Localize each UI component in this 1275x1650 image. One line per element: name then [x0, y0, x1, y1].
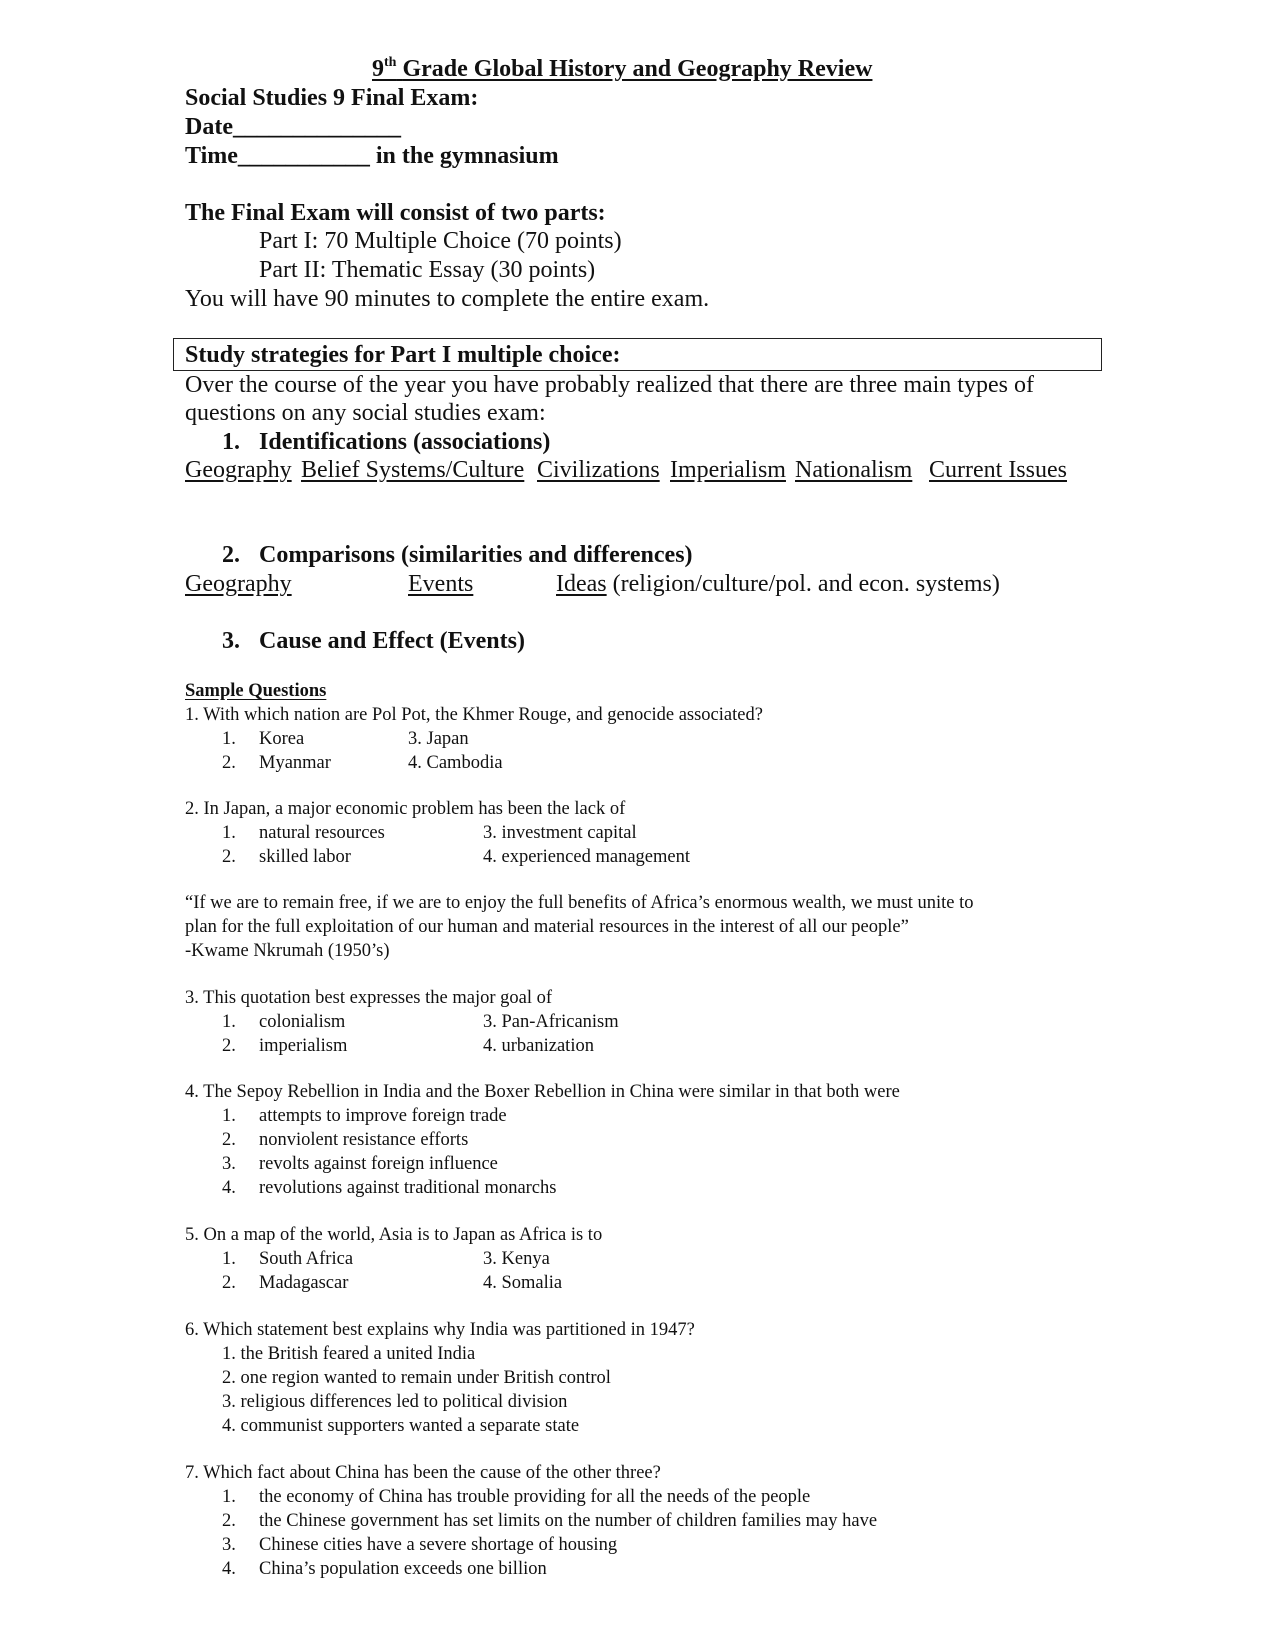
q2-option-text: skilled labor [259, 847, 351, 867]
q4-option-text: revolts against foreign influence [259, 1154, 498, 1174]
q1-option-num: 4. [408, 753, 422, 773]
q2-option-text [483, 822, 637, 845]
q5-option-num: 4. [483, 1273, 497, 1293]
q3-option-text: colonialism [259, 1012, 346, 1032]
type-one-number: 1. [222, 429, 240, 455]
nkrumah-quote-line-2: plan for the full exploitation of our human and material resources in the interest of all our people” [185, 917, 909, 937]
parts-heading: The Final Exam will consist of two parts: [185, 200, 606, 226]
type-three-label: Cause and Effect (Events) [259, 628, 525, 654]
sample-questions-heading: Sample Questions [185, 681, 327, 701]
q5-option-label: Kenya [501, 1249, 550, 1269]
q1-option-text: Myanmar [259, 753, 331, 773]
q1-option-text [408, 728, 469, 751]
q1-option-label: Cambodia [426, 753, 503, 773]
date-line: Date______________ [185, 114, 401, 140]
q7-option-num: 4. [222, 1559, 236, 1579]
q7-option-text: Chinese cities have a severe shortage of housing [259, 1535, 618, 1555]
q6-option: 3. religious differences led to political division [222, 1392, 568, 1412]
q4-option-text: revolutions against traditional monarchs [259, 1178, 557, 1198]
q3-option-num: 3. [483, 1012, 497, 1032]
q4-option-text: nonviolent resistance efforts [259, 1130, 469, 1150]
q7-option-text: the economy of China has trouble providing for all the needs of the people [259, 1487, 811, 1507]
comparison-ideas-detail: (religion/culture/pol. and econ. systems) [606, 571, 1000, 597]
q7-option-num: 2. [222, 1511, 236, 1531]
topic-imperialism: Imperialism [670, 457, 786, 483]
q1-option-num: 3. [408, 729, 422, 749]
q2-option-text: natural resources [259, 823, 385, 843]
q6-option: 2. one region wanted to remain under British control [222, 1368, 611, 1388]
question-3: 3. This quotation best expresses the major goal of [185, 988, 553, 1008]
question-1: 1. With which nation are Pol Pot, the Khmer Rouge, and genocide associated? [185, 705, 763, 725]
q1-option-num: 1. [222, 729, 236, 749]
q3-option-text [483, 1011, 619, 1034]
topic-current-issues: Current Issues [929, 457, 1067, 483]
q1-option-num: 2. [222, 753, 236, 773]
strategies-heading: Study strategies for Part I multiple choice: [185, 342, 621, 368]
q5-option-text: South Africa [259, 1249, 354, 1269]
q5-option-label: Somalia [501, 1273, 563, 1293]
document-title: 9th Grade Global History and Geography Review [372, 55, 873, 82]
q4-option-num: 3. [222, 1154, 236, 1174]
q2-option-text [483, 846, 690, 869]
part-two-line: Part II: Thematic Essay (30 points) [259, 257, 596, 283]
q7-option-text: China’s population exceeds one billion [259, 1559, 547, 1579]
topic-nationalism: Nationalism [795, 457, 913, 483]
q6-option: 1. the British feared a united India [222, 1344, 476, 1364]
q2-option-num: 1. [222, 823, 236, 843]
q5-option-num: 3. [483, 1249, 497, 1269]
topic-civilizations: Civilizations [537, 457, 660, 483]
q3-option-label: Pan-Africanism [501, 1012, 619, 1032]
q6-option: 4. communist supporters wanted a separate state [222, 1416, 580, 1436]
q5-option-text [483, 1248, 550, 1271]
question-6: 6. Which statement best explains why India was partitioned in 1947? [185, 1320, 695, 1340]
q1-option-text: Korea [259, 729, 305, 749]
type-two-label: Comparisons (similarities and differences) [259, 542, 693, 568]
q5-option-text: Madagascar [259, 1273, 349, 1293]
exam-line: Social Studies 9 Final Exam: [185, 85, 479, 111]
q7-option-text: the Chinese government has set limits on the number of children families may have [259, 1511, 878, 1531]
quote-attribution: -Kwame Nkrumah (1950’s) [185, 941, 390, 961]
q2-option-num: 4. [483, 847, 497, 867]
q3-option-label: urbanization [501, 1036, 594, 1056]
q2-option-num: 3. [483, 823, 497, 843]
q3-option-num: 4. [483, 1036, 497, 1056]
type-one-label: Identifications (associations) [259, 429, 551, 455]
q3-option-num: 2. [222, 1036, 236, 1056]
q7-option-num: 1. [222, 1487, 236, 1507]
topic-geography: Geography [185, 457, 292, 483]
q1-option-text [408, 752, 503, 775]
question-2: 2. In Japan, a major economic problem has been the lack of [185, 799, 626, 819]
part-one-line: Part I: 70 Multiple Choice (70 points) [259, 228, 622, 254]
q4-option-num: 2. [222, 1130, 236, 1150]
q2-option-label: experienced management [501, 847, 690, 867]
nkrumah-quote-line-1: “If we are to remain free, if we are to enjoy the full benefits of Africa’s enormous wealth, we must unite to [185, 893, 974, 913]
q5-option-num: 2. [222, 1273, 236, 1293]
comparison-ideas-word: Ideas [556, 571, 607, 597]
q2-option-num: 2. [222, 847, 236, 867]
q5-option-text [483, 1272, 562, 1295]
q2-option-label: investment capital [501, 823, 637, 843]
strategies-intro-line-1: Over the course of the year you have probably realized that there are three main types of [185, 372, 1034, 398]
time-line: Time___________ in the gymnasium [185, 143, 559, 169]
q3-option-text [483, 1035, 594, 1058]
q1-option-label: Japan [426, 729, 469, 749]
question-5: 5. On a map of the world, Asia is to Japan as Africa is to [185, 1225, 603, 1245]
comparison-geography: Geography [185, 571, 292, 597]
minutes-line: You will have 90 minutes to complete the entire exam. [185, 286, 710, 312]
q4-option-num: 1. [222, 1106, 236, 1126]
comparison-ideas [556, 570, 1000, 598]
type-two-number: 2. [222, 542, 240, 568]
question-4: 4. The Sepoy Rebellion in India and the Boxer Rebellion in China were similar in that both were [185, 1082, 900, 1102]
q4-option-num: 4. [222, 1178, 236, 1198]
comparison-events: Events [408, 571, 474, 597]
question-7: 7. Which fact about China has been the cause of the other three? [185, 1463, 661, 1483]
q4-option-text: attempts to improve foreign trade [259, 1106, 507, 1126]
type-three-number: 3. [222, 628, 240, 654]
q5-option-num: 1. [222, 1249, 236, 1269]
strategies-intro-line-2: questions on any social studies exam: [185, 400, 546, 426]
topic-belief-systems: Belief Systems/Culture [301, 457, 525, 483]
q3-option-text: imperialism [259, 1036, 348, 1056]
q7-option-num: 3. [222, 1535, 236, 1555]
q3-option-num: 1. [222, 1012, 236, 1032]
